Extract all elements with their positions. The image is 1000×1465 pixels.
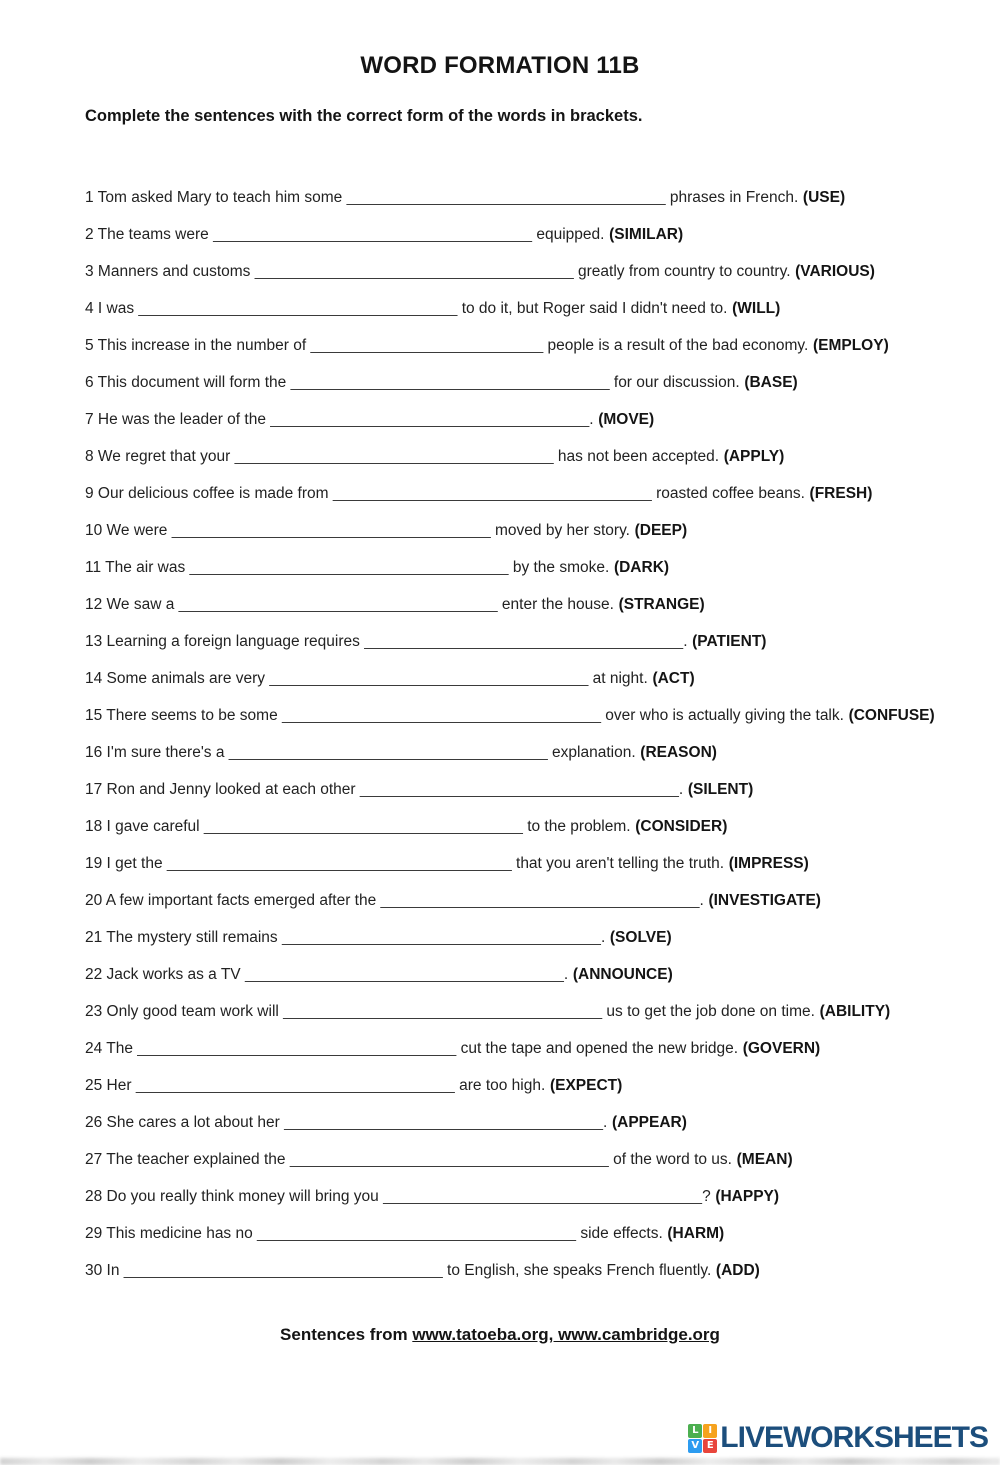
sentence-before-blank: 28 Do you really think money will bring you (85, 1188, 384, 1205)
exercise-list (85, 179, 1000, 1289)
sentence-before-blank: 30 In (85, 1262, 124, 1279)
sentence-after-blank: us to get the job done on time. (602, 1003, 815, 1020)
exercise-item (85, 1215, 1000, 1252)
bracket-word: (ABILITY) (819, 1003, 891, 1020)
sentence-before-blank: 22 Jack works as a TV (85, 966, 245, 983)
sentence-before-blank: 13 Learning a foreign language requires (85, 633, 365, 650)
sentence-after-blank: . (699, 892, 704, 909)
sentence-before-blank: 21 The mystery still remains (85, 929, 282, 946)
sentence-after-blank: by the smoke. (508, 559, 610, 576)
answer-blank[interactable]: _____________________________________ (283, 1003, 603, 1020)
sentence-after-blank: are too high. (454, 1077, 546, 1094)
answer-blank[interactable]: _____________________________________ (123, 1262, 443, 1279)
exercise-item (85, 364, 1000, 401)
bracket-word: (INVESTIGATE) (708, 892, 821, 909)
sentence-before-blank: 6 This document will form the (85, 374, 291, 391)
sentence-before-blank: 3 Manners and customs (85, 263, 255, 280)
exercise-item (85, 919, 1000, 956)
bracket-word: (APPEAR) (611, 1114, 687, 1131)
bracket-word: (ANNOUNCE) (572, 966, 673, 983)
answer-blank[interactable]: _____________________________________ (257, 1225, 577, 1242)
sentence-after-blank: side effects. (576, 1225, 663, 1242)
exercise-item (85, 179, 1000, 216)
sentence-after-blank: . (683, 633, 688, 650)
exercise-item (85, 845, 1000, 882)
exercise-item (85, 771, 1000, 808)
sentence-before-blank: 27 The teacher explained the (85, 1151, 290, 1168)
bracket-word: (BASE) (744, 374, 798, 391)
sentence-before-blank: 2 The teams were (85, 226, 214, 243)
bracket-word: (HARM) (667, 1225, 725, 1242)
answer-blank[interactable]: _____________________________________ (138, 300, 458, 317)
exercise-item (85, 1104, 1000, 1141)
bracket-word: (PATIENT) (692, 633, 767, 650)
sentence-before-blank: 18 I gave careful (85, 818, 204, 835)
sentence-after-blank: cut the tape and opened the new bridge. (456, 1040, 739, 1057)
exercise-item (85, 623, 1000, 660)
answer-blank[interactable]: _____________________________________ (137, 1040, 457, 1057)
exercise-item (85, 401, 1000, 438)
sentence-before-blank: 10 We were (85, 522, 172, 539)
answer-blank[interactable]: _____________________________________ (135, 1077, 455, 1094)
exercise-item (85, 697, 1000, 734)
answer-blank[interactable]: _____________________________________ (213, 226, 533, 243)
bracket-word: (IMPRESS) (728, 855, 809, 872)
exercise-item (85, 549, 1000, 586)
sentence-after-blank: ? (702, 1188, 711, 1205)
sentence-before-blank: 17 Ron and Jenny looked at each other (85, 781, 360, 798)
exercise-item (85, 586, 1000, 623)
exercise-item (85, 1030, 1000, 1067)
worksheet-page (0, 52, 1000, 1465)
bracket-word: (SOLVE) (609, 929, 672, 946)
sentence-after-blank: roasted coffee beans. (651, 485, 805, 502)
bracket-word: (APPLY) (723, 448, 785, 465)
sentence-after-blank: that you aren't telling the truth. (511, 855, 725, 872)
sentence-before-blank: 15 There seems to be some (85, 707, 283, 724)
sentence-before-blank: 20 A few important facts emerged after the (85, 892, 381, 909)
footer-source-links[interactable]: www.tatoeba.org, www.cambridge.org (412, 1325, 720, 1344)
bracket-word: (HAPPY) (715, 1188, 780, 1205)
exercise-item (85, 253, 1000, 290)
sentence-after-blank: to English, she speaks French fluently. (442, 1262, 712, 1279)
exercise-item (85, 808, 1000, 845)
sentence-after-blank: over who is actually giving the talk. (600, 707, 844, 724)
logo-tile-i: I (703, 1424, 717, 1438)
answer-blank[interactable]: _____________________________________ (270, 411, 590, 428)
exercise-item (85, 882, 1000, 919)
exercise-item (85, 1067, 1000, 1104)
footer-credit (0, 1325, 1000, 1345)
sentence-before-blank: 12 We saw a (85, 596, 179, 613)
sentence-after-blank: people is a result of the bad economy. (543, 337, 809, 354)
exercise-item (85, 1252, 1000, 1289)
answer-blank[interactable]: _____________________________________ (189, 559, 509, 576)
exercise-item (85, 1178, 1000, 1215)
bracket-word: (VARIOUS) (795, 263, 875, 280)
sentence-after-blank: to do it, but Roger said I didn't need to. (457, 300, 728, 317)
answer-blank[interactable]: _____________________________________ (364, 633, 684, 650)
sentence-before-blank: 29 This medicine has no (85, 1225, 258, 1242)
liveworksheets-logo-icon (688, 1424, 717, 1453)
sentence-before-blank: 5 This increase in the number of (85, 337, 311, 354)
answer-blank[interactable]: _____________________________________ (346, 189, 666, 206)
sentence-before-blank: 1 Tom asked Mary to teach him some (85, 189, 347, 206)
answer-blank[interactable]: ________________________________________ (166, 855, 512, 872)
sentence-after-blank: . (678, 781, 684, 798)
bracket-word: (DEEP) (634, 522, 688, 539)
exercise-item (85, 216, 1000, 253)
exercise-item (85, 956, 1000, 993)
sentence-before-blank: 24 The (85, 1040, 138, 1057)
answer-blank[interactable]: _____________________________________ (284, 1114, 604, 1131)
answer-blank[interactable]: _____________________________________ (332, 485, 652, 502)
bracket-word: (EXPECT) (549, 1077, 623, 1094)
bracket-word: (MOVE) (598, 411, 655, 428)
page-edge-scan-artifact (0, 1458, 1000, 1465)
answer-blank[interactable]: _____________________________________ (254, 263, 574, 280)
sentence-before-blank: 9 Our delicious coffee is made from (85, 485, 333, 502)
sentence-after-blank: at night. (588, 670, 648, 687)
bracket-word: (REASON) (640, 744, 717, 761)
exercise-item (85, 993, 1000, 1030)
answer-blank[interactable]: _____________________________________ (289, 1151, 609, 1168)
exercise-item (85, 512, 1000, 549)
sentence-after-blank: of the word to us. (608, 1151, 732, 1168)
bracket-word: (FRESH) (809, 485, 873, 502)
sentence-after-blank: . (589, 411, 594, 428)
bracket-word: (MEAN) (736, 1151, 793, 1168)
bracket-word: (SILENT) (687, 781, 754, 798)
bracket-word: (USE) (802, 189, 846, 206)
answer-blank[interactable]: _____________________________________ (171, 522, 491, 539)
sentence-before-blank: 8 We regret that your (85, 448, 235, 465)
exercise-item (85, 290, 1000, 327)
bracket-word: (EMPLOY) (812, 337, 889, 354)
answer-blank[interactable]: _____________________________________ (203, 818, 523, 835)
logo-tile-l: L (688, 1424, 702, 1438)
liveworksheets-logo[interactable] (688, 1423, 988, 1453)
bracket-word: (SIMILAR) (609, 226, 684, 243)
footer-prefix: Sentences from (280, 1325, 413, 1344)
answer-blank[interactable]: _____________________________________ (234, 448, 554, 465)
sentence-after-blank: . (600, 929, 606, 946)
sentence-before-blank: 14 Some animals are very (85, 670, 270, 687)
bracket-word: (DARK) (613, 559, 670, 576)
exercise-item (85, 734, 1000, 771)
answer-blank[interactable]: _____________________________________ (269, 670, 589, 687)
answer-blank[interactable]: _____________________________________ (290, 374, 610, 391)
bracket-word: (ACT) (652, 670, 695, 687)
bracket-word: (ADD) (715, 1262, 760, 1279)
sentence-before-blank: 11 The air was (85, 559, 190, 576)
bracket-word: (CONFUSE) (848, 707, 935, 724)
sentence-before-blank: 19 I get the (85, 855, 167, 872)
answer-blank[interactable]: _____________________________________ (178, 596, 498, 613)
bracket-word: (GOVERN) (742, 1040, 821, 1057)
bracket-word: (STRANGE) (618, 596, 705, 613)
answer-blank[interactable]: _____________________________________ (380, 892, 700, 909)
bracket-word: (CONSIDER) (635, 818, 728, 835)
answer-blank[interactable]: _____________________________________ (383, 1188, 703, 1205)
exercise-item (85, 327, 1000, 364)
sentence-before-blank: 7 He was the leader of the (85, 411, 271, 428)
page-title: WORD FORMATION 11B (360, 52, 640, 79)
answer-blank[interactable]: _____________________________________ (244, 966, 564, 983)
sentence-after-blank: explanation. (547, 744, 636, 761)
sentence-before-blank: 4 I was (85, 300, 139, 317)
liveworksheets-logo-text: LIVEWORKSHEETS (720, 1421, 988, 1454)
sentence-after-blank: phrases in French. (665, 189, 799, 206)
answer-blank[interactable]: _____________________________________ (282, 707, 601, 724)
sentence-before-blank: 26 She cares a lot about her (85, 1114, 285, 1131)
sentence-after-blank: . (603, 1114, 608, 1131)
exercise-item (85, 660, 1000, 697)
bracket-word: (WILL) (732, 300, 781, 317)
sentence-after-blank: moved by her story. (490, 522, 630, 539)
exercise-item (85, 1141, 1000, 1178)
instruction-text: Complete the sentences with the correct form of the words in brackets. (85, 107, 643, 125)
answer-blank[interactable]: _____________________________________ (228, 744, 548, 761)
sentence-after-blank: equipped. (532, 226, 605, 243)
sentence-after-blank: greatly from country to country. (573, 263, 791, 280)
answer-blank[interactable]: ___________________________ (310, 337, 544, 354)
sentence-after-blank: for our discussion. (609, 374, 740, 391)
sentence-before-blank: 16 I'm sure there's a (85, 744, 229, 761)
answer-blank[interactable]: _____________________________________ (359, 781, 679, 798)
logo-tile-v: V (688, 1439, 702, 1453)
sentence-after-blank: to the problem. (522, 818, 631, 835)
answer-blank[interactable]: _____________________________________ (281, 929, 601, 946)
sentence-after-blank: . (563, 966, 569, 983)
logo-tile-e: E (703, 1439, 717, 1453)
sentence-after-blank: has not been accepted. (553, 448, 720, 465)
exercise-item (85, 438, 1000, 475)
sentence-after-blank: enter the house. (497, 596, 614, 613)
sentence-before-blank: 23 Only good team work will (85, 1003, 284, 1020)
sentence-before-blank: 25 Her (85, 1077, 136, 1094)
exercise-item (85, 475, 1000, 512)
